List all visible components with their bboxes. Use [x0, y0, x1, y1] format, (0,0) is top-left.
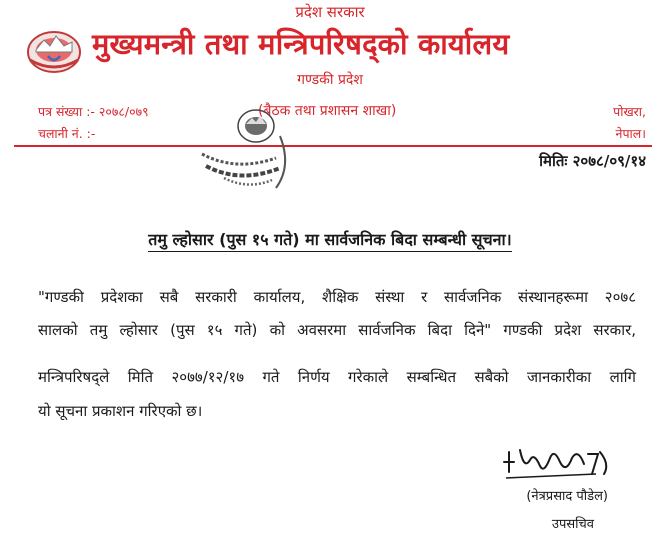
letter-number: पत्र संख्या :- २०७८/०७९: [38, 104, 149, 119]
notice-line-2: सालको तमु ल्होसार (पुस १५ गते) को अवसरमा सार्वजनिक बिदा दिने" गण्डकी प्रदेश सरकार,: [38, 321, 636, 339]
government-label: प्रदेश सरकार: [295, 3, 365, 21]
signatory-designation: उपसचिव: [551, 517, 594, 532]
notice-title-text: तमु ल्होसार (पुस १५ गते) मा सार्वजनिक बिदा सम्बन्धी सूचना।: [148, 230, 511, 252]
country-label: नेपाल।: [615, 126, 646, 141]
office-seal-icon: [196, 96, 306, 196]
notice-line-3: मन्त्रिपरिषद्ले मिति २०७७/१२/१७ गते निर्णय गरेकाले सम्बन्धित सबैको जानकारीका लागि: [38, 368, 636, 386]
notice-line-1: "गण्डकी प्रदेशका सबै सरकारी कार्यालय, शैक्षिक संस्था र सार्वजनिक संस्थानहरूमा २०७८: [38, 288, 636, 306]
nepal-emblem-icon: [26, 26, 82, 74]
signatory-name: (नेत्रप्रसाद पौडेल): [526, 489, 608, 504]
date-label: मितिः २०७८/०९/१४: [539, 152, 646, 170]
notice-title: [0, 228, 660, 250]
city-label: पोखरा,: [613, 104, 646, 119]
dispatch-number: चलानी नं. :-: [38, 126, 96, 141]
notice-line-4: यो सूचना प्रकाशन गरिएको छ।: [38, 402, 203, 420]
signature-icon: [500, 440, 620, 484]
header-divider: [14, 145, 652, 147]
branch-label: (बैठक तथा प्रशासन शाखा): [258, 103, 397, 119]
office-name-heading: मुख्यमन्त्री तथा मन्त्रिपरिषद्को कार्यालय: [92, 27, 510, 61]
province-label: गण्डकी प्रदेश: [297, 72, 363, 88]
